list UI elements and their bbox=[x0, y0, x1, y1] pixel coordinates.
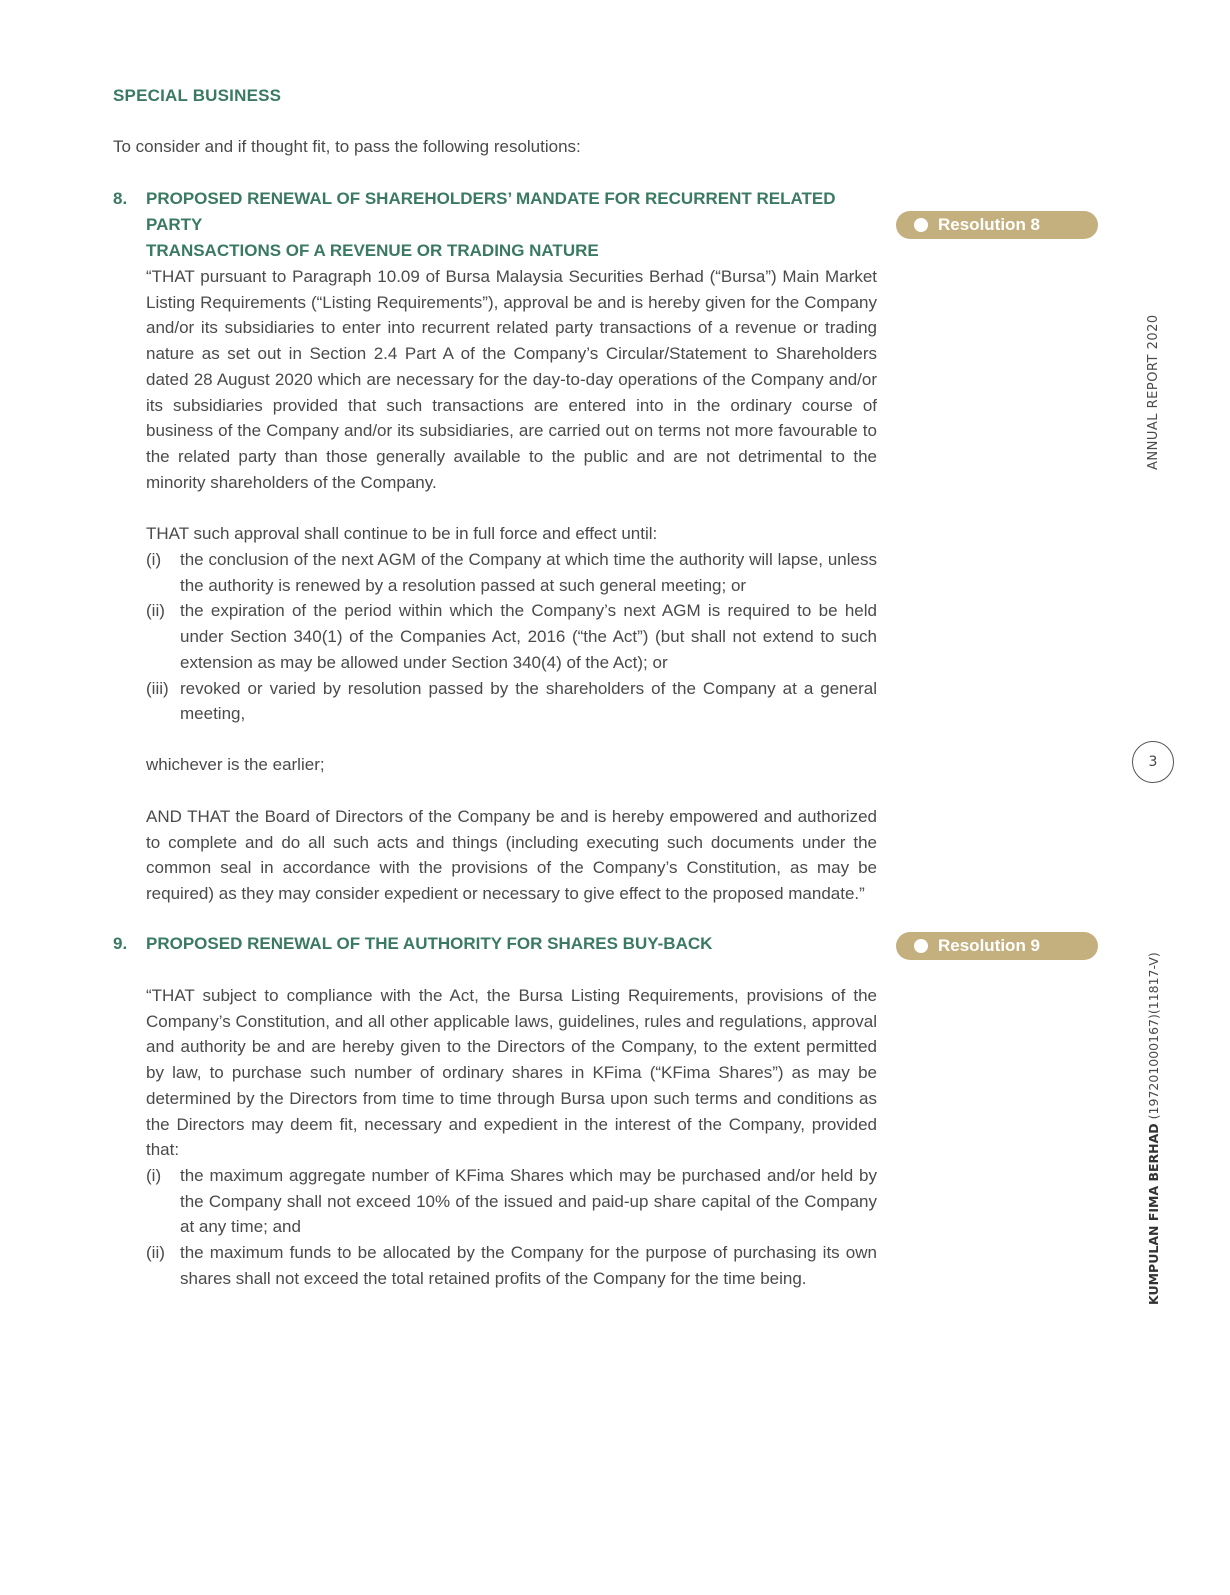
resolution-9-list bbox=[146, 1163, 877, 1292]
resolution-8-badge-label: Resolution 8 bbox=[938, 215, 1041, 234]
resolution-9-badge-label: Resolution 9 bbox=[938, 936, 1041, 955]
resolution-8-paragraph-1: “THAT pursuant to Paragraph 10.09 of Bursa Malaysia Securities Berhad (“Bursa”) Main Market Listing Requirements (“Listing Requirements”), approval be and is hereby given for the Company and/or its subsidiaries to enter into recurrent related party transactions of a revenue or trading nature as set out in Section 2.4 Part A of the Company’s Circular/Statement to Shareholders dated 28 August 2020 which are necessary for the day-to-day operations of the Company and/or its subsidiaries provided that such transactions are entered into in the ordinary course of business of the Company and/or its subsidiaries, are carried out on terms not more favourable to the related party than those generally available to the public and are not detrimental to the minority shareholders of the Company. bbox=[146, 267, 877, 492]
list-item-text: revoked or varied by resolution passed by the shareholders of the Company at a general meeting, bbox=[180, 678, 877, 724]
section-title: SPECIAL BUSINESS bbox=[113, 86, 282, 105]
list-marker: (i) bbox=[146, 1166, 162, 1185]
bullet-dot-icon bbox=[914, 939, 928, 953]
resolution-8-list bbox=[146, 547, 877, 727]
company-name: KUMPULAN FIMA BERHAD bbox=[1146, 1123, 1161, 1305]
list-marker: (iii) bbox=[146, 678, 169, 698]
resolution-8-paragraph-3: whichever is the earlier; bbox=[146, 755, 325, 774]
resolution-8-heading bbox=[113, 186, 878, 264]
resolution-8-badge bbox=[896, 211, 1098, 239]
company-footer bbox=[1146, 952, 1161, 1305]
resolution-9-heading bbox=[113, 931, 878, 957]
list-marker: (ii) bbox=[146, 1243, 165, 1263]
bullet-dot-icon bbox=[914, 218, 928, 232]
resolution-9-number: 9. bbox=[113, 934, 128, 953]
list-item bbox=[146, 547, 877, 598]
resolution-8-paragraph-2: THAT such approval shall continue to be in full force and effect until: bbox=[146, 524, 658, 543]
intro-text: To consider and if thought fit, to pass the following resolutions: bbox=[113, 137, 581, 156]
resolution-9-heading-text: PROPOSED RENEWAL OF THE AUTHORITY FOR SHARES BUY-BACK bbox=[146, 934, 713, 953]
list-item-text: the maximum funds to be allocated by the Company for the purpose of purchasing its own shares shall not exceed the total retained profits of the Company for the time being. bbox=[180, 1243, 877, 1288]
list-item bbox=[146, 676, 877, 727]
list-marker: (i) bbox=[146, 550, 162, 569]
list-item bbox=[146, 598, 877, 675]
page-number: 3 bbox=[1132, 741, 1174, 783]
list-item bbox=[146, 1240, 877, 1291]
resolution-8-number: 8. bbox=[113, 189, 128, 208]
list-item-text: the expiration of the period within which the Company’s next AGM is required to be held under Section 340(1) of the Companies Act, 2016 (“the Act”) (but shall not extend to such extension as may be allowed under Section 340(4) of the Act); or bbox=[180, 601, 877, 672]
list-item bbox=[146, 1163, 877, 1240]
resolution-9-badge bbox=[896, 932, 1098, 960]
list-marker: (ii) bbox=[146, 601, 165, 621]
resolution-8-heading-line1: PROPOSED RENEWAL OF SHAREHOLDERS’ MANDATE FOR RECURRENT RELATED PARTY bbox=[146, 189, 836, 234]
resolution-9-paragraph-1: “THAT subject to compliance with the Act, the Bursa Listing Requirements, provisions of the Company’s Constitution, and all other applicable laws, guidelines, rules and regulations, approval and authority be and are hereby given to the Directors of the Company, to the extent permitted by law, to purchase such number of ordinary shares in KFima (“KFima Shares”) as may be determined by the Directors from time to time through Bursa upon such terms and conditions as the Directors may deem fit, necessary and expedient in the interest of the Company, provided that: bbox=[146, 986, 877, 1160]
resolution-8-heading-line2: TRANSACTIONS OF A REVENUE OR TRADING NATURE bbox=[146, 241, 599, 260]
list-item-text: the conclusion of the next AGM of the Company at which time the authority will lapse, unless the authority is renewed by a resolution passed at such general meeting; or bbox=[180, 550, 877, 595]
list-item-text: the maximum aggregate number of KFima Shares which may be purchased and/or held by the Company shall not exceed 10% of the issued and paid-up share capital of the Company at any time; and bbox=[180, 1166, 877, 1237]
resolution-8-paragraph-4: AND THAT the Board of Directors of the Company be and is hereby empowered and authorized to complete and do all such acts and things (including executing such documents under the common seal in accordance with the provisions of the Company’s Constitution, as may be required) as they may consider expedient or necessary to give effect to the proposed mandate.” bbox=[146, 807, 877, 904]
annual-report-label: ANNUAL REPORT 2020 bbox=[1146, 314, 1161, 470]
company-registration: (197201000167)(11817-V) bbox=[1146, 952, 1161, 1120]
